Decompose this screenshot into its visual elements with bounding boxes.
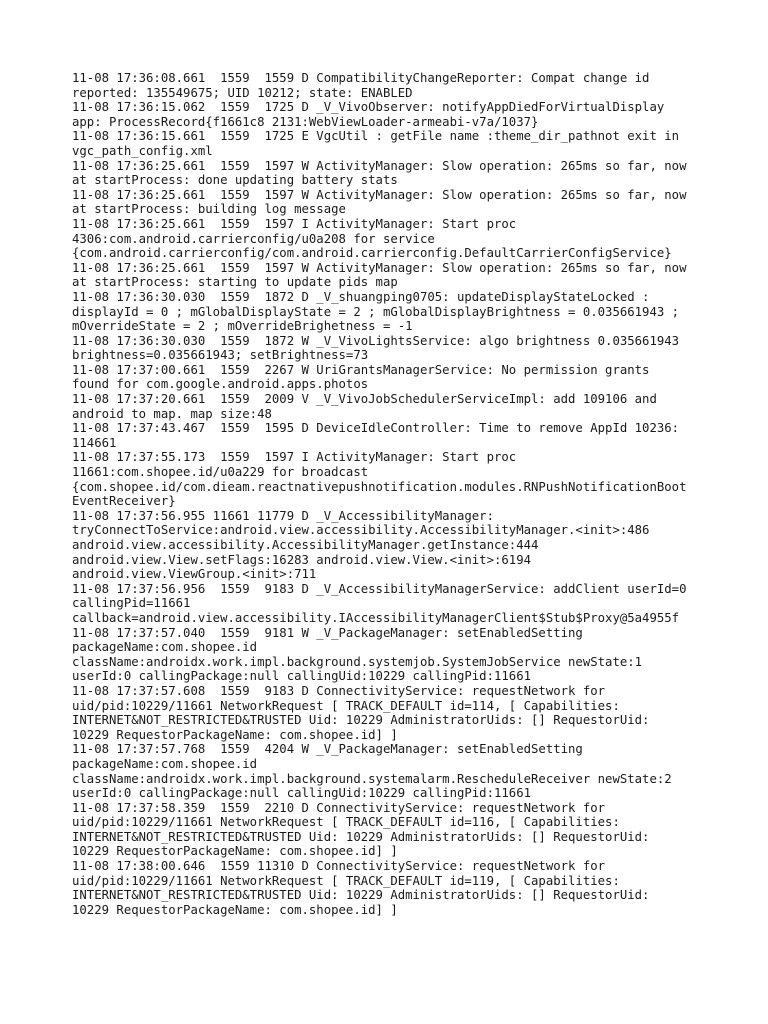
log-line: android.view.ViewGroup.<init>:711 xyxy=(72,567,317,582)
log-line: 11-08 17:37:55.173 1559 1597 I ActivityManager: Start proc xyxy=(72,450,517,465)
log-line: 11-08 17:37:57.040 1559 9181 W _V_PackageManager: setEnabledSetting xyxy=(72,625,583,640)
log-line: callingPid=11661 xyxy=(72,596,191,611)
log-line: 11-08 17:37:56.955 11661 11779 D _V_AccessibilityManager: xyxy=(72,508,494,523)
log-line: at startProcess: building log message xyxy=(72,202,346,217)
log-line: 11-08 17:36:15.661 1559 1725 E VgcUtil : getFile name :theme_dir_pathnot exit in xyxy=(72,129,680,144)
log-line: android.view.View.setFlags:16283 android.view.View.<init>:6194 xyxy=(72,552,532,567)
log-line: 11-08 17:36:25.661 1559 1597 W ActivityManager: Slow operation: 265ms so far, now xyxy=(72,187,687,202)
log-line: mOverrideState = 2 ; mOverrideBrighetness = -1 xyxy=(72,319,413,334)
log-line: uid/pid:10229/11661 NetworkRequest [ TRACK_DEFAULT id=116, [ Capabilities: xyxy=(72,815,620,830)
log-line: 11-08 17:37:57.768 1559 4204 W _V_PackageManager: setEnabledSetting xyxy=(72,742,583,757)
log-line: 11-08 17:36:08.661 1559 1559 D CompatibilityChangeReporter: Compat change id xyxy=(72,71,650,85)
log-line: className:androidx.work.impl.background.systemalarm.RescheduleReceiver newState:2 xyxy=(72,771,672,786)
log-line: 11-08 17:37:00.661 1559 2267 W UriGrantsManagerService: No permission grants xyxy=(72,362,650,377)
log-line: className:androidx.work.impl.background.systemjob.SystemJobService newState:1 xyxy=(72,654,643,669)
log-line: userId:0 callingPackage:null callingUid:10229 callingPid:11661 xyxy=(72,669,532,684)
log-line: INTERNET&NOT_RESTRICTED&TRUSTED Uid: 10229 AdministratorUids: [] RequestorUid: xyxy=(72,888,650,903)
log-line: 11-08 17:36:30.030 1559 1872 D _V_shuangping0705: updateDisplayStateLocked : xyxy=(72,289,650,304)
log-line: 11-08 17:37:57.608 1559 9183 D ConnectivityService: requestNetwork for xyxy=(72,683,606,698)
log-line: packageName:com.shopee.id xyxy=(72,756,258,771)
log-line: tryConnectToService:android.view.accessibility.AccessibilityManager.<init>:486 xyxy=(72,523,650,538)
log-line: at startProcess: starting to update pids map xyxy=(72,275,398,290)
log-line: 10229 RequestorPackageName: com.shopee.id] ] xyxy=(72,902,398,917)
log-line: 11-08 17:37:58.359 1559 2210 D ConnectivityService: requestNetwork for xyxy=(72,800,606,815)
log-line: 11-08 17:36:25.661 1559 1597 W ActivityManager: Slow operation: 265ms so far, now xyxy=(72,260,687,275)
log-line: app: ProcessRecord{f1661c8 2131:WebViewLoader-armeabi-v7a/1037} xyxy=(72,114,539,129)
log-line: 11-08 17:36:15.062 1559 1725 D _V_VivoObserver: notifyAppDiedForVirtualDisplay xyxy=(72,100,665,115)
log-line: uid/pid:10229/11661 NetworkRequest [ TRACK_DEFAULT id=119, [ Capabilities: xyxy=(72,873,620,888)
log-line: INTERNET&NOT_RESTRICTED&TRUSTED Uid: 10229 AdministratorUids: [] RequestorUid: xyxy=(72,829,650,844)
log-line: 11661:com.shopee.id/u0a229 for broadcast xyxy=(72,465,369,480)
log-line: {com.android.carrierconfig/com.android.carrierconfig.DefaultCarrierConfigService} xyxy=(72,246,672,261)
log-line: vgc_path_config.xml xyxy=(72,143,213,158)
log-line: 11-08 17:37:20.661 1559 2009 V _V_VivoJobSchedulerServiceImpl: add 109106 and xyxy=(72,392,657,407)
log-line: 11-08 17:37:56.956 1559 9183 D _V_AccessibilityManagerService: addClient userId=0 xyxy=(72,581,687,596)
log-line: 114661 xyxy=(72,435,117,450)
log-line: 11-08 17:36:30.030 1559 1872 W _V_VivoLightsService: algo brightness 0.035661943 xyxy=(72,333,680,348)
log-line: 11-08 17:36:25.661 1559 1597 W ActivityManager: Slow operation: 265ms so far, now xyxy=(72,158,687,173)
log-line: packageName:com.shopee.id xyxy=(72,640,258,655)
log-line: android.view.accessibility.AccessibilityManager.getInstance:444 xyxy=(72,538,539,552)
log-line: callback=android.view.accessibility.IAccessibilityManagerClient$Stub$Proxy@5a4955f xyxy=(72,610,680,625)
log-line: 11-08 17:38:00.646 1559 11310 D ConnectivityService: requestNetwork for xyxy=(72,859,606,874)
log-line: brightness=0.035661943; setBrightness=73 xyxy=(72,348,369,363)
log-line: 10229 RequestorPackageName: com.shopee.id] ] xyxy=(72,727,398,742)
log-text-block xyxy=(72,71,712,917)
log-line: displayId = 0 ; mGlobalDisplayState = 2 ; mGlobalDisplayBrightness = 0.035661943 ; xyxy=(72,304,680,319)
log-line: uid/pid:10229/11661 NetworkRequest [ TRACK_DEFAULT id=114, [ Capabilities: xyxy=(72,698,620,713)
log-line: EventReceiver} xyxy=(72,494,176,509)
log-line: INTERNET&NOT_RESTRICTED&TRUSTED Uid: 10229 AdministratorUids: [] RequestorUid: xyxy=(72,713,650,728)
log-line: 11-08 17:36:25.661 1559 1597 I ActivityManager: Start proc xyxy=(72,216,517,231)
log-line: {com.shopee.id/com.dieam.reactnativepushnotification.modules.RNPushNotificationBoot xyxy=(72,479,687,494)
log-line: at startProcess: done updating battery stats xyxy=(72,173,398,188)
log-line: 4306:com.android.carrierconfig/u0a208 for service xyxy=(72,231,435,246)
log-line: found for com.google.android.apps.photos xyxy=(72,377,369,392)
log-line: 11-08 17:37:43.467 1559 1595 D DeviceIdleController: Time to remove AppId 10236: xyxy=(72,421,680,436)
log-line: userId:0 callingPackage:null callingUid:10229 callingPid:11661 xyxy=(72,786,532,801)
log-line: reported: 135549675; UID 10212; state: ENABLED xyxy=(72,85,413,100)
log-line: android to map. map size:48 xyxy=(72,406,272,421)
log-line: 10229 RequestorPackageName: com.shopee.id] ] xyxy=(72,844,398,859)
